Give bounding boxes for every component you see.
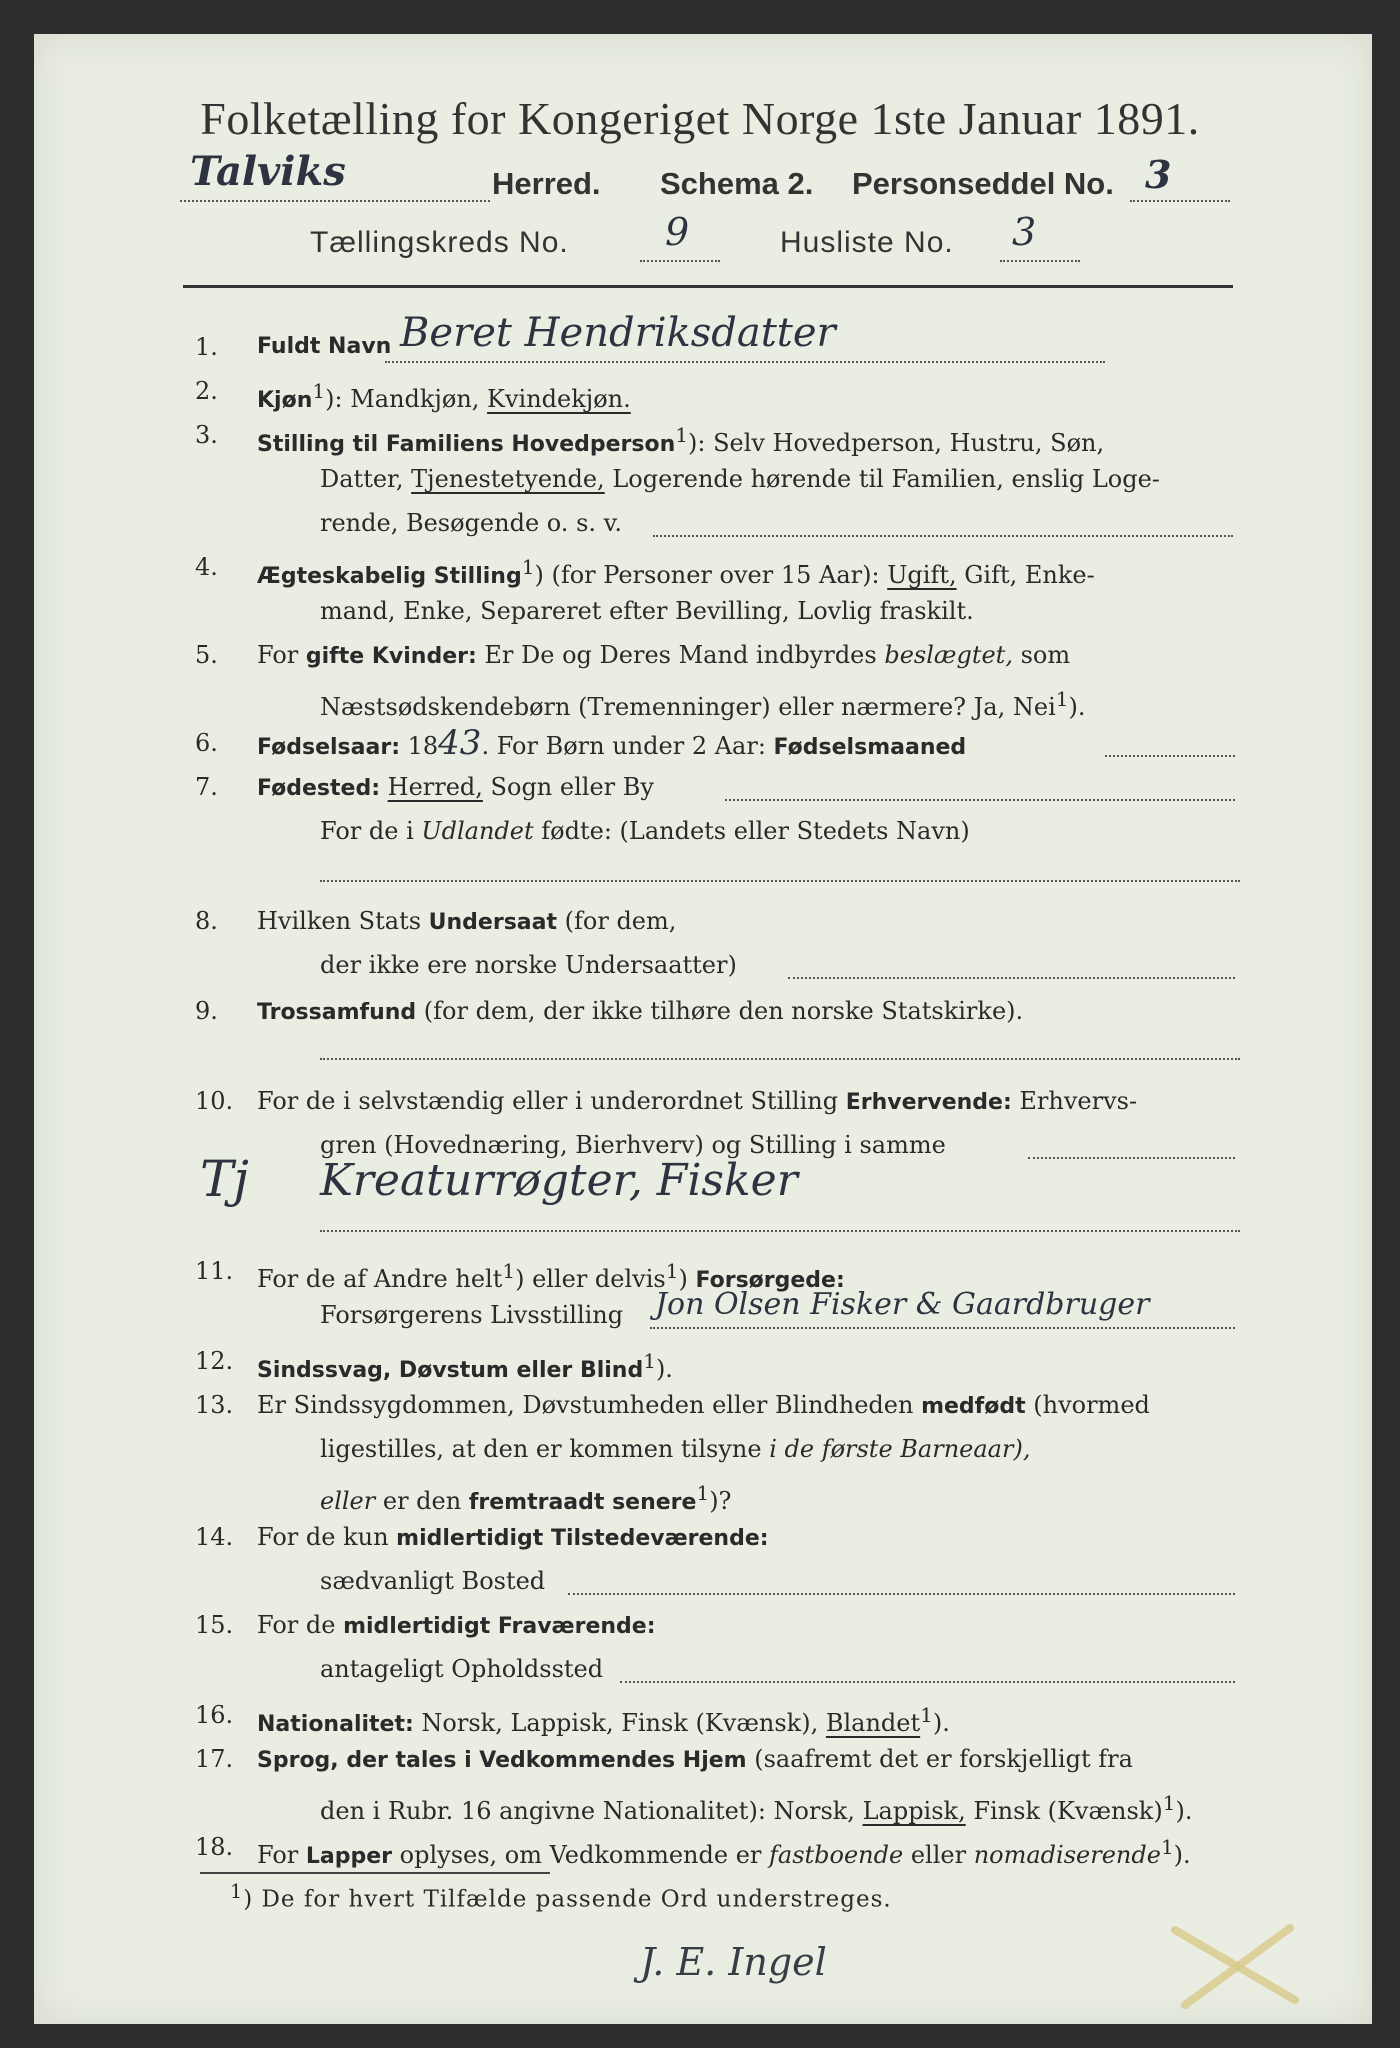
kreds-label: Tællingskreds No.	[310, 226, 569, 259]
kjon-selected: Kvindekjøn.	[487, 385, 631, 413]
nationalitet-selected: Blandet	[825, 1709, 921, 1737]
herred-value: Talviks	[190, 148, 346, 195]
erhverv-mark: Tj	[200, 1150, 249, 1208]
husliste-value: 3	[1012, 210, 1038, 254]
header-rule	[183, 285, 1233, 288]
fodselsaar-value: 43	[438, 723, 482, 763]
herred-line	[180, 148, 1240, 210]
fodested-selected: Herred,	[387, 773, 483, 801]
sprog-selected: Lappisk,	[862, 1797, 966, 1825]
footnote: $^1$) De for hvert Tilfælde passende Ord understreges.	[230, 1880, 892, 1913]
kreds-value: 9	[665, 210, 691, 254]
stilling-selected: Tjenestetyende,	[411, 465, 605, 493]
aegteskab-selected: Ugift,	[887, 561, 957, 589]
personseddel-value: 3	[1145, 152, 1172, 197]
kreds-line	[310, 210, 1110, 268]
fuldt-navn-value: Beret Hendriksdatter	[400, 310, 836, 356]
footnote-rule	[200, 1872, 550, 1874]
form-title: Folketælling for Kongeriget Norge 1ste Januar 1891.	[200, 93, 1200, 144]
cross-mark-icon	[1165, 1920, 1305, 2010]
fuldt-navn-label: Fuldt Navn	[257, 334, 392, 359]
forsorger-value: Jon Olsen Fisker & Gaardbruger	[655, 1287, 1150, 1322]
personseddel-label: Personseddel No.	[852, 166, 1114, 201]
husliste-label: Husliste No.	[780, 226, 954, 259]
erhverv-value: Kreaturrøgter, Fisker	[320, 1155, 798, 1206]
signature: J. E. Ingel	[640, 1940, 827, 1984]
herred-label: Herred.	[492, 166, 601, 201]
schema-label: Schema 2.	[660, 166, 814, 201]
